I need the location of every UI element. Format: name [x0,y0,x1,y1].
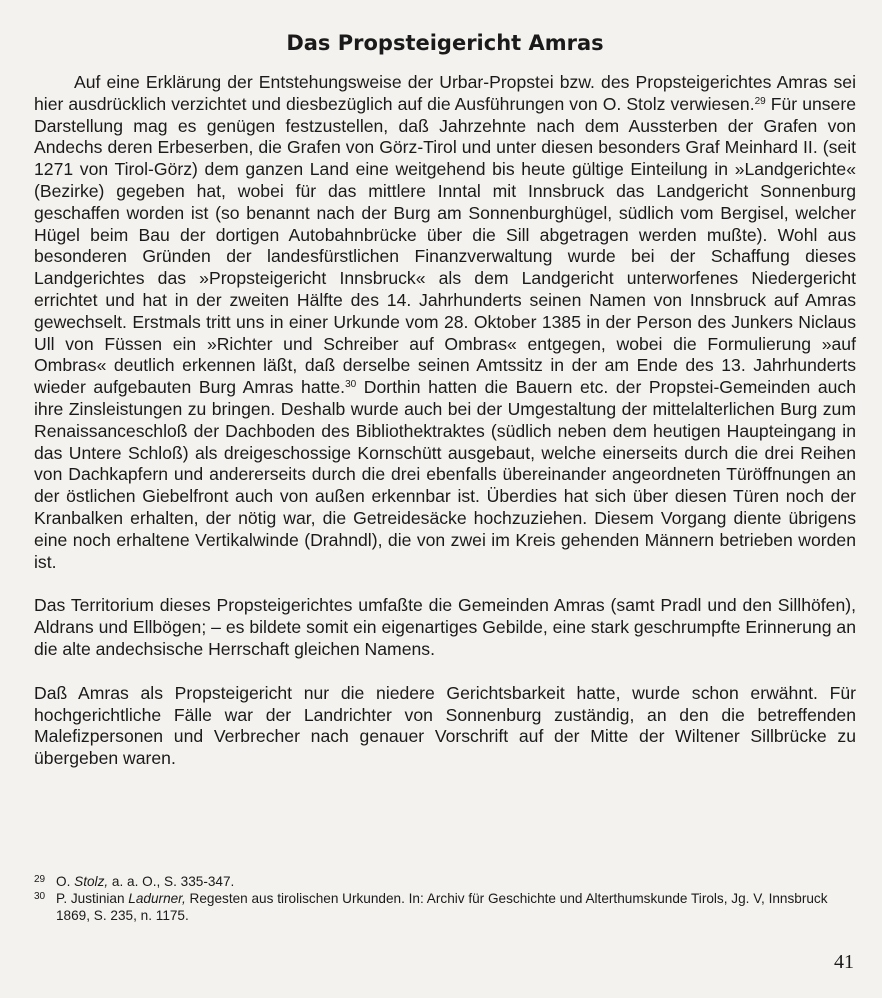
footnote-ref-30[interactable]: 30 [345,379,357,391]
paragraph-1-part-3: Dorthin hatten die Bauern etc. der Propstei-Gemeinden auch ihre Zinsleistungen zu bringen. Deshalb wurde auch bei der Umgestaltung der mittelalterlichen Burg zum Renaissanceschloß der Dachboden des Bibliothektraktes (südlich neben dem heutigen Haupteingang in das Untere Schloß) als dreigeschossige Kornschütt ausgebaut, welche einerseits durch die drei Reihen von Dachkapfern und andererseits durch die drei ebenfalls übereinander angeordneten Türöffnungen an der östlichen Giebelfront auch von außen erkennbar ist. Überdies hat sich über diesen Türen noch der Kranbalken erhalten, der nötig war, die Getreidesäcke hochzuziehen. Diesem Vorgang diente übrigens eine noch erhaltene Vertikalwinde (Drahndl), die von zwei im Kreis gehenden Männern betrieben worden ist. [34,377,857,572]
footnotes [34,873,856,924]
footnote-number: 29 [34,874,46,885]
footnote-text-post: Regesten aus tirolischen Urkunden. In: Archiv für Geschichte und Alterthumskunde Tirols, Jg. V, Innsbruck 1869, S. 235, n. 1175. [56,891,828,923]
footnote-text-pre: O. [56,874,75,889]
paragraph-1 [34,72,856,573]
footnote-ref-29[interactable]: 29 [754,95,766,107]
footnote-text [56,873,856,890]
footnote-30 [34,890,856,924]
page-title: Das Propsteigericht Amras [286,31,604,55]
paragraph-1-part-1: Auf eine Erklärung der Entstehungsweise der Urbar-Propstei bzw. des Propsteigerichtes Amras sei hier ausdrücklich verzichtet und diesbezüglich auf die Ausführungen von O. Stolz verwiesen. [34,72,856,114]
footnote-text-pre: P. Justinian [56,891,129,906]
footnote-number: 30 [34,891,46,902]
footnote-text-post: a. a. O., S. 335-347. [108,874,235,889]
page-number: 41 [834,951,854,973]
paragraph-2: Das Territorium dieses Propsteigerichtes umfaßte die Gemeinden Amras (samt Pradl und den Sillhöfen), Aldrans und Ellbögen; – es bildete somit ein eigenartiges Gebilde, eine stark geschrumpfte Erinnerung an die alte andechsische Herrschaft gleichen Namens. [34,595,856,659]
footnote-author: Ladurner, [128,891,186,906]
footnote-text [56,890,856,924]
footnote-author: Stolz, [74,874,109,889]
footnote-29 [34,873,856,890]
paragraph-1-part-2: Für unsere Darstellung mag es genügen festzustellen, daß Jahrzehnte nach dem Aussterben der Grafen von Andechs deren Erbeserben, die Grafen von Görz-Tirol und unter diesen besonders Graf Meinhard II. (seit 1271 von Tirol-Görz) dem ganzen Land eine weitgehend bis heute gültige Einteilung in »Landgerichte« (Bezirke) gegeben hat, wobei für das mittlere Inntal mit Innsbruck das Landgericht Sonnenburg geschaffen worden ist (so benannt nach der Burg am Sonnenburghügel, südlich vom Bergisel, welcher Hügel beim Bau der dortigen Autobahnbrücke über die Sill abgetragen werden mußte). Wohl aus besonderen Gründen der landesfürstlichen Finanzverwaltung wurde bei der Schaffung dieses Landgerichtes das »Propsteigericht Innsbruck« als dem Landgericht unterworfenes Niedergericht errichtet und hat in der zweiten Hälfte des 14. Jahrhunderts seinen Namen von Innsbruck auf Amras gewechselt. Erstmals tritt uns in einer Urkunde vom 28. Oktober 1385 in der Person des Junkers Niclaus Ull von Füssen ein »Richter und Schreiber auf Ombras« entgegen, wobei die Formulierung »auf Ombras« deutlich erkennen läßt, daß derselbe seinen Amtssitz in der am Ende des 13. Jahrhunderts wieder aufgebauten Burg Amras hatte. [34,93,856,398]
paragraph-3: Daß Amras als Propsteigericht nur die niedere Gerichtsbarkeit hatte, wurde schon erwähnt. Für hochgerichtliche Fälle war der Landrichter von Sonnenburg zuständig, an den die betreffenden Malefizpersonen und Verbrecher nach genauer Vorschrift auf der Mitte der Wiltener Sillbrücke zu übergeben waren. [34,682,856,769]
page-body [34,28,856,770]
